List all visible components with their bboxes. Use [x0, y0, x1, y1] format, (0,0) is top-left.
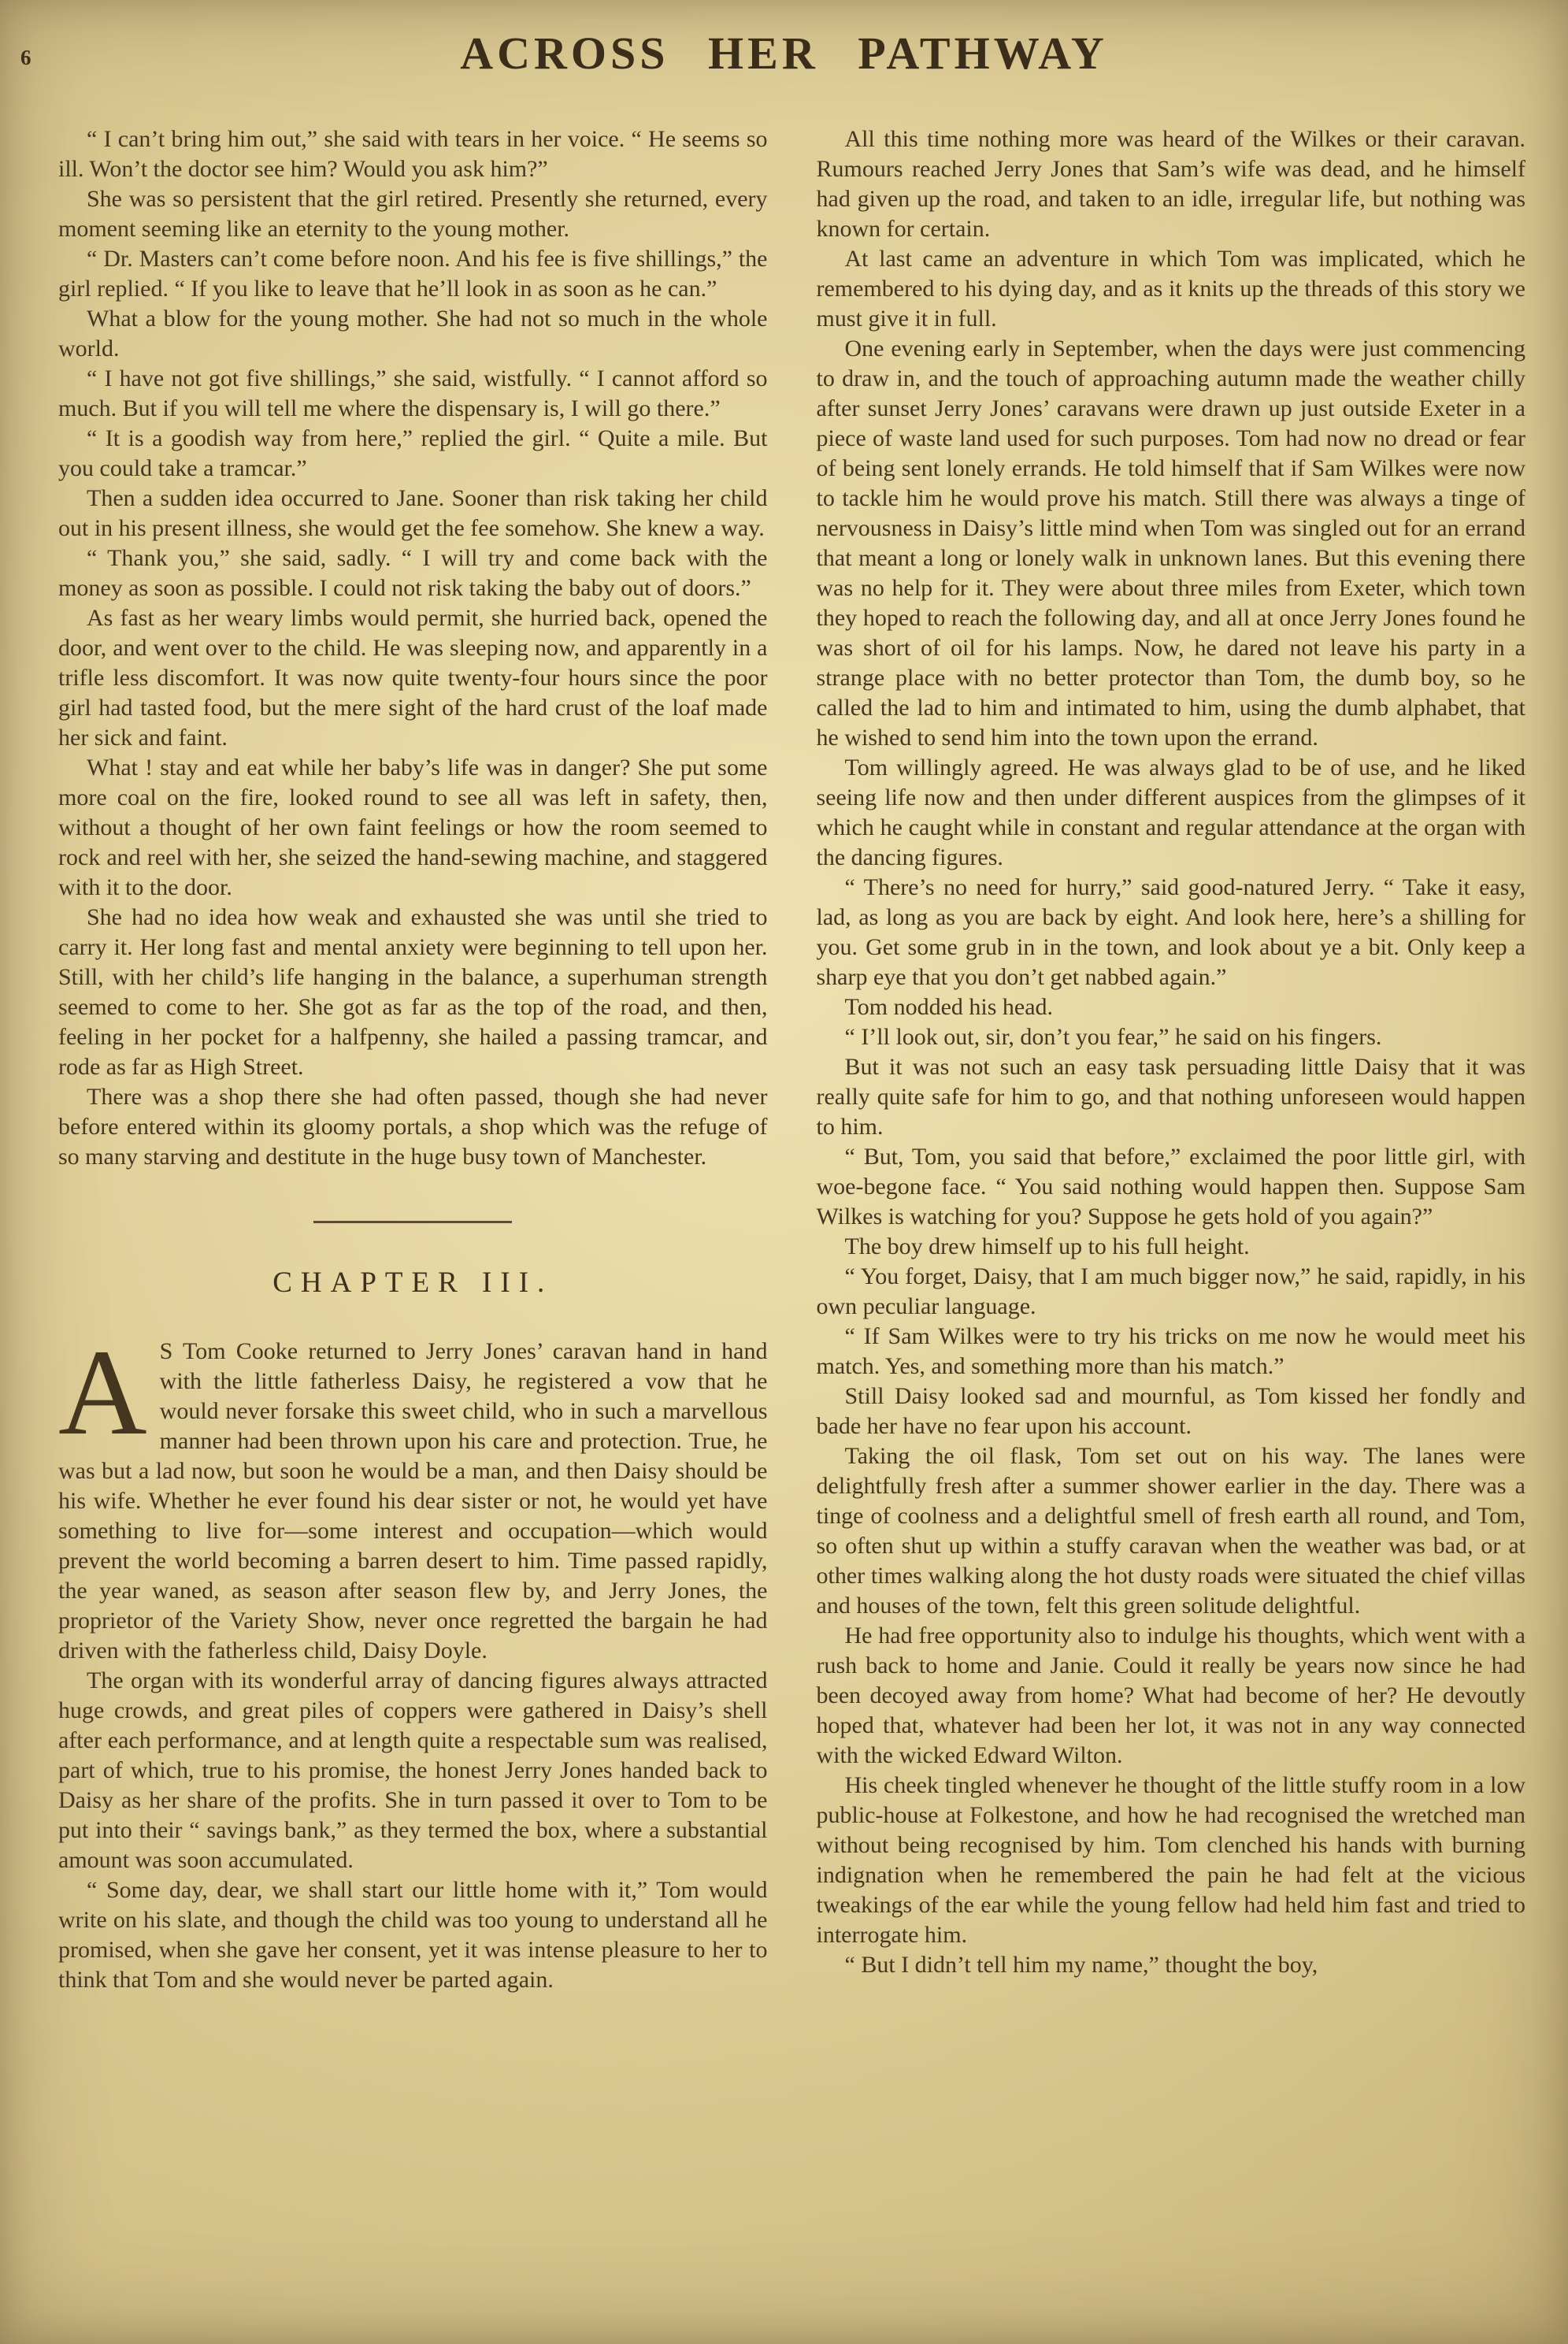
drop-cap: A: [58, 1324, 147, 1460]
left-column: [58, 124, 768, 1995]
paragraph: There was a shop there she had often passed, though she had never before entered within its gloomy portals, a shop which was the refuge of so many starving and destitute in the huge busy town of Manchester.: [58, 1084, 768, 1170]
paragraph: One evening early in September, when the days were just commencing to draw in, and the touch of approaching autumn made the weather chilly after sunset Jerry Jones’ caravans were drawn up just outside Exeter in a piece of waste land used for such purposes. Tom had now no dread or fear of being sent lonely errands. He told himself that if Sam Wilkes were now to tackle him he would prove his match. Still there was always a tinge of nervousness in Daisy’s little mind when Tom was singled out for an errand that meant a long or lonely walk in unknown lanes. But this evening there was no help for it. They were about three miles from Exeter, which town they hoped to reach the following day, and all at once Jerry Jones found he was short of oil for his lamps. Now, he dared not leave his party in a strange place with no better protector than Tom, the dumb boy, so he called the lad to him and intimated to him, using the dumb alphabet, that he wished to send him into the town upon the errand.: [816, 336, 1525, 751]
paragraph: “ There’s no need for hurry,” said good-natured Jerry. “ Take it easy, lad, as long as you are back by eight. And look here, here’s a shilling for you. Get some grub in in the town, and look about ye a bit. Only keep a sharp eye that you don’t get nabbed again.”: [816, 874, 1525, 990]
page-header: [0, 0, 1568, 120]
right-column: [817, 124, 1526, 1995]
paragraph: “ Thank you,” she said, sadly. “ I will try and come back with the money as soon as possible. I could not risk taking the baby out of doors.”: [58, 545, 768, 601]
chapter-opening-text: S Tom Cooke returned to Jerry Jones’ caravan hand in hand with the little fatherless Daisy, he registered a vow that he would never forsake this sweet child, who in such a marvellous manner had been thrown upon his care and protection. True, he was but a lad now, but soon he would be a man, and then Daisy should be his wife. Whether he ever found his dear sister or not, he would yet have something to live for—some interest and occupation—which would prevent the world becoming a barren desert to him. Time passed rapidly, the year waned, as season after season flew by, and Jerry Jones, the proprietor of the Variety Show, never once regretted the bargain he had driven with the fatherless child, Daisy Doyle.: [58, 1338, 768, 1663]
paragraph: “ I’ll look out, sir, don’t you fear,” he said on his fingers.: [844, 1024, 1382, 1050]
paragraph: Still Daisy looked sad and mournful, as Tom kissed her fondly and bade her have no fear upon his account.: [816, 1383, 1525, 1439]
paragraph: “ It is a goodish way from here,” replied the girl. “ Quite a mile. But you could take a tramcar.”: [58, 425, 768, 481]
paragraph: The boy drew himself up to his full height.: [844, 1233, 1250, 1259]
paragraph: Then a sudden idea occurred to Jane. Sooner than risk taking her child out in his present illness, she would get the fee somehow. She knew a way.: [58, 485, 768, 541]
page-number: 6: [20, 46, 32, 69]
paragraph: She was so persistent that the girl retired. Presently she returned, every moment seeming like an eternity to the young mother.: [58, 186, 768, 242]
page-title: ACROSS HER PATHWAY: [460, 28, 1108, 79]
right-column-paragraphs: [817, 124, 1526, 1980]
paragraph: “ Dr. Masters can’t come before noon. And his fee is five shillings,” the girl replied. “ If you like to leave that he’ll look in as soon as he can.”: [58, 246, 768, 302]
paragraph: “ If Sam Wilkes were to try his tricks on me now he would meet his match. Yes, and something more than his match.”: [816, 1323, 1525, 1379]
chapter-heading: CHAPTER III.: [272, 1267, 554, 1299]
paragraph: What ! stay and eat while her baby’s life was in danger? She put some more coal on the fire, looked round to see all was left in safety, then, without a thought of her own faint feelings or how the room seemed to rock and reel with her, she seized the hand-sewing machine, and staggered with it to the door.: [58, 755, 768, 900]
paragraph: Tom nodded his head.: [844, 994, 1054, 1020]
paragraph: All this time nothing more was heard of the Wilkes or their caravan. Rumours reached Jerry Jones that Sam’s wife was dead, and he himself had given up the road, and taken to an idle, irregular life, but nothing was known for certain.: [816, 126, 1525, 242]
paragraph: As fast as her weary limbs would permit, she hurried back, opened the door, and went over to the child. He was sleeping now, and apparently in a trifle less discomfort. It was now quite twenty-four hours since the poor girl had tasted food, but the mere sight of the hard crust of the loaf made her sick and faint.: [58, 605, 768, 751]
paragraph: “ But, Tom, you said that before,” exclaimed the poor little girl, with woe-begone face. “ You said nothing would happen then. Suppose Sam Wilkes is watching for you? Suppose he gets hold of you again?”: [816, 1144, 1525, 1229]
chapter-paragraphs: [58, 1666, 768, 1995]
paragraph: “ You forget, Daisy, that I am much bigger now,” he said, rapidly, in his own peculiar language.: [816, 1263, 1525, 1319]
paragraph: The organ with its wonderful array of dancing figures always attracted huge crowds, and great piles of coppers were gathered in Daisy’s shell after each performance, and at length quite a respectable sum was realised, part of which, true to his promise, the honest Jerry Jones handed back to Daisy as her share of the profits. She in turn passed it over to Tom to be put into their “ savings bank,” as they termed the box, where a substantial amount was soon accumulated.: [58, 1667, 768, 1873]
paragraph: Tom willingly agreed. He was always glad to be of use, and he liked seeing life now and then under different auspices from the glimpses of it which he caught while in constant and regular attendance at the organ with the dancing figures.: [816, 755, 1525, 870]
section-divider: [313, 1221, 512, 1223]
paragraph: But it was not such an easy task persuading little Daisy that it was really quite safe for him to go, and that nothing unforeseen would happen to him.: [816, 1054, 1525, 1140]
paragraph: “ But I didn’t tell him my name,” thought the boy,: [844, 1952, 1318, 1978]
paragraph: He had free opportunity also to indulge his thoughts, which went with a rush back to home and Janie. Could it really be years now since he had been decoyed away from home? What had become of her? He devoutly hoped that, whatever had been her lot, it was not in any way connected with the wicked Edward Wilton.: [816, 1623, 1525, 1768]
paragraph: “ I can’t bring him out,” she said with tears in her voice. “ He seems so ill. Won’t the doctor see him? Would you ask him?”: [58, 126, 768, 182]
paragraph: “ I have not got five shillings,” she said, wistfully. “ I cannot afford so much. But if you will tell me where the dispensary is, I will go there.”: [58, 365, 768, 421]
paragraph: She had no idea how weak and exhausted she was until she tried to carry it. Her long fast and mental anxiety were beginning to tell upon her. Still, with her child’s life hanging in the balance, a superhuman strength seemed to come to her. She got as far as the top of the road, and then, feeling in her pocket for a halfpenny, she hailed a passing tramcar, and rode as far as High Street.: [58, 904, 768, 1080]
paragraph: At last came an adventure in which Tom was implicated, which he remembered to his dying day, and as it knits up the threads of this story we must give it in full.: [816, 246, 1525, 332]
paragraph: Taking the oil flask, Tom set out on his way. The lanes were delightfully fresh after a summer shower earlier in the day. There was a tinge of coolness and a delightful smell of fresh earth all round, and Tom, so often shut up within a stuffy caravan when the weather was bad, or at other times walking along the hot dusty roads were situated the chief villas and houses of the town, felt this green solitude delightful.: [816, 1443, 1525, 1619]
left-column-paragraphs: [58, 124, 768, 1172]
text-columns: [0, 120, 1568, 1995]
paragraph: What a blow for the young mother. She had not so much in the whole world.: [58, 306, 768, 362]
paragraph: “ Some day, dear, we shall start our little home with it,” Tom would write on his slate, and though the child was too young to understand all he promised, when she gave her consent, yet it was intense pleasure to her to think that Tom and she would never be parted again.: [58, 1877, 768, 1993]
chapter-opening-paragraph: [58, 1324, 768, 1666]
paragraph: His cheek tingled whenever he thought of the little stuffy room in a low public-house at Folkestone, and how he had recognised the wretched man without being recognised by him. Tom clenched his hands with burning indignation when he remembered the pain he had felt at the vicious tweakings of the ear while the young fellow had held him fast and tried to interrogate him.: [816, 1772, 1525, 1948]
